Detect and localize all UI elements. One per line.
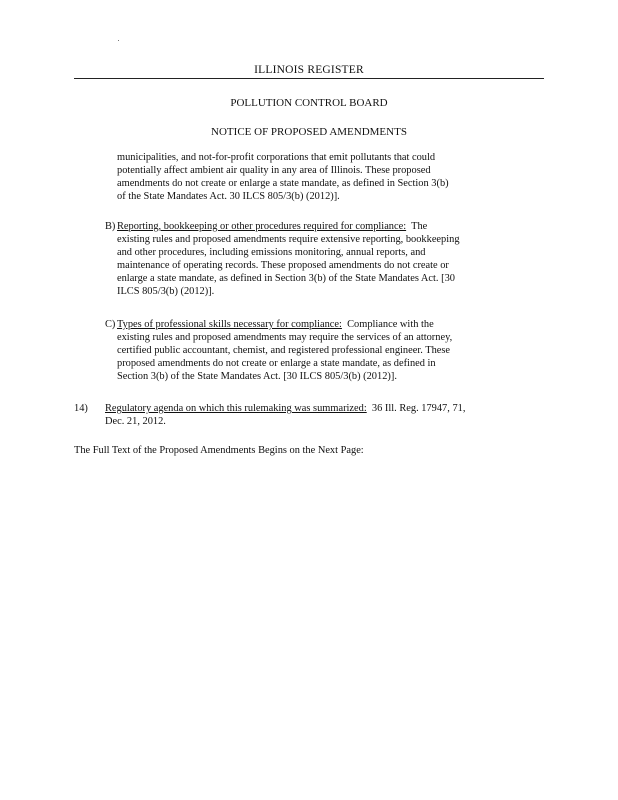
register-title: ILLINOIS REGISTER [254, 64, 364, 76]
item-c-heading: Types of professional skills necessary for compliance: [117, 319, 342, 330]
text-line: proposed amendments do not create or enlarge a state mandate, as defined in [117, 358, 436, 369]
text-line: existing rules and proposed amendments may require the services of an attorney, [117, 332, 453, 343]
text-line: enlarge a state mandate, as defined in Section 3(b) of the State Mandates Act. [30 [117, 273, 455, 284]
item-14-first-line-rest: 36 Ill. Reg. 17947, 71, [366, 403, 466, 414]
text-line: amendments do not create or enlarge a state mandate, as defined in Section 3(b) [117, 178, 449, 189]
text-line: certified public accountant, chemist, and registered professional engineer. These [117, 345, 451, 356]
item-c-first-line [117, 318, 547, 331]
item-14-paragraph [105, 402, 545, 428]
item-c-label: C) [105, 319, 116, 330]
text-line: maintenance of operating records. These proposed amendments do not create or [117, 260, 449, 271]
item-b-paragraph [117, 220, 547, 298]
text-line: and other procedures, including emissions monitoring, annual reports, and [117, 247, 426, 258]
text-line: existing rules and proposed amendments require extensive reporting, bookkeeping [117, 234, 460, 245]
text-line: Dec. 21, 2012. [105, 416, 166, 427]
item-c-first-line-rest: Compliance with the [341, 319, 434, 330]
item-14-heading: Regulatory agenda on which this rulemaking was summarized: [105, 403, 367, 414]
text-line: municipalities, and not-for-profit corporations that emit pollutants that could [117, 152, 436, 163]
scan-speck [118, 40, 119, 41]
header-divider [74, 78, 544, 79]
item-14-first-line [105, 402, 545, 415]
text-line: of the State Mandates Act. 30 ILCS 805/3(b) (2012)]. [117, 191, 340, 202]
item-b-heading: Reporting, bookkeeping or other procedures required for compliance: [117, 221, 407, 232]
item-b-first-line [117, 220, 547, 233]
item-c-paragraph [117, 318, 547, 383]
text-line: Section 3(b) of the State Mandates Act. [30 ILCS 805/3(b) (2012)]. [117, 371, 397, 382]
continuation-paragraph [117, 151, 547, 203]
item-b-label: B) [105, 221, 116, 232]
text-line: ILCS 805/3(b) (2012)]. [117, 286, 215, 297]
board-name: POLLUTION CONTROL BOARD [230, 97, 388, 109]
text-line: potentially affect ambient air quality in any area of Illinois. These proposed [117, 165, 431, 176]
notice-title: NOTICE OF PROPOSED AMENDMENTS [211, 126, 407, 138]
item-14-label: 14) [74, 403, 88, 414]
full-text-intro: The Full Text of the Proposed Amendments Begins on the Next Page: [74, 445, 364, 456]
item-b-first-line-rest: The [406, 221, 428, 232]
